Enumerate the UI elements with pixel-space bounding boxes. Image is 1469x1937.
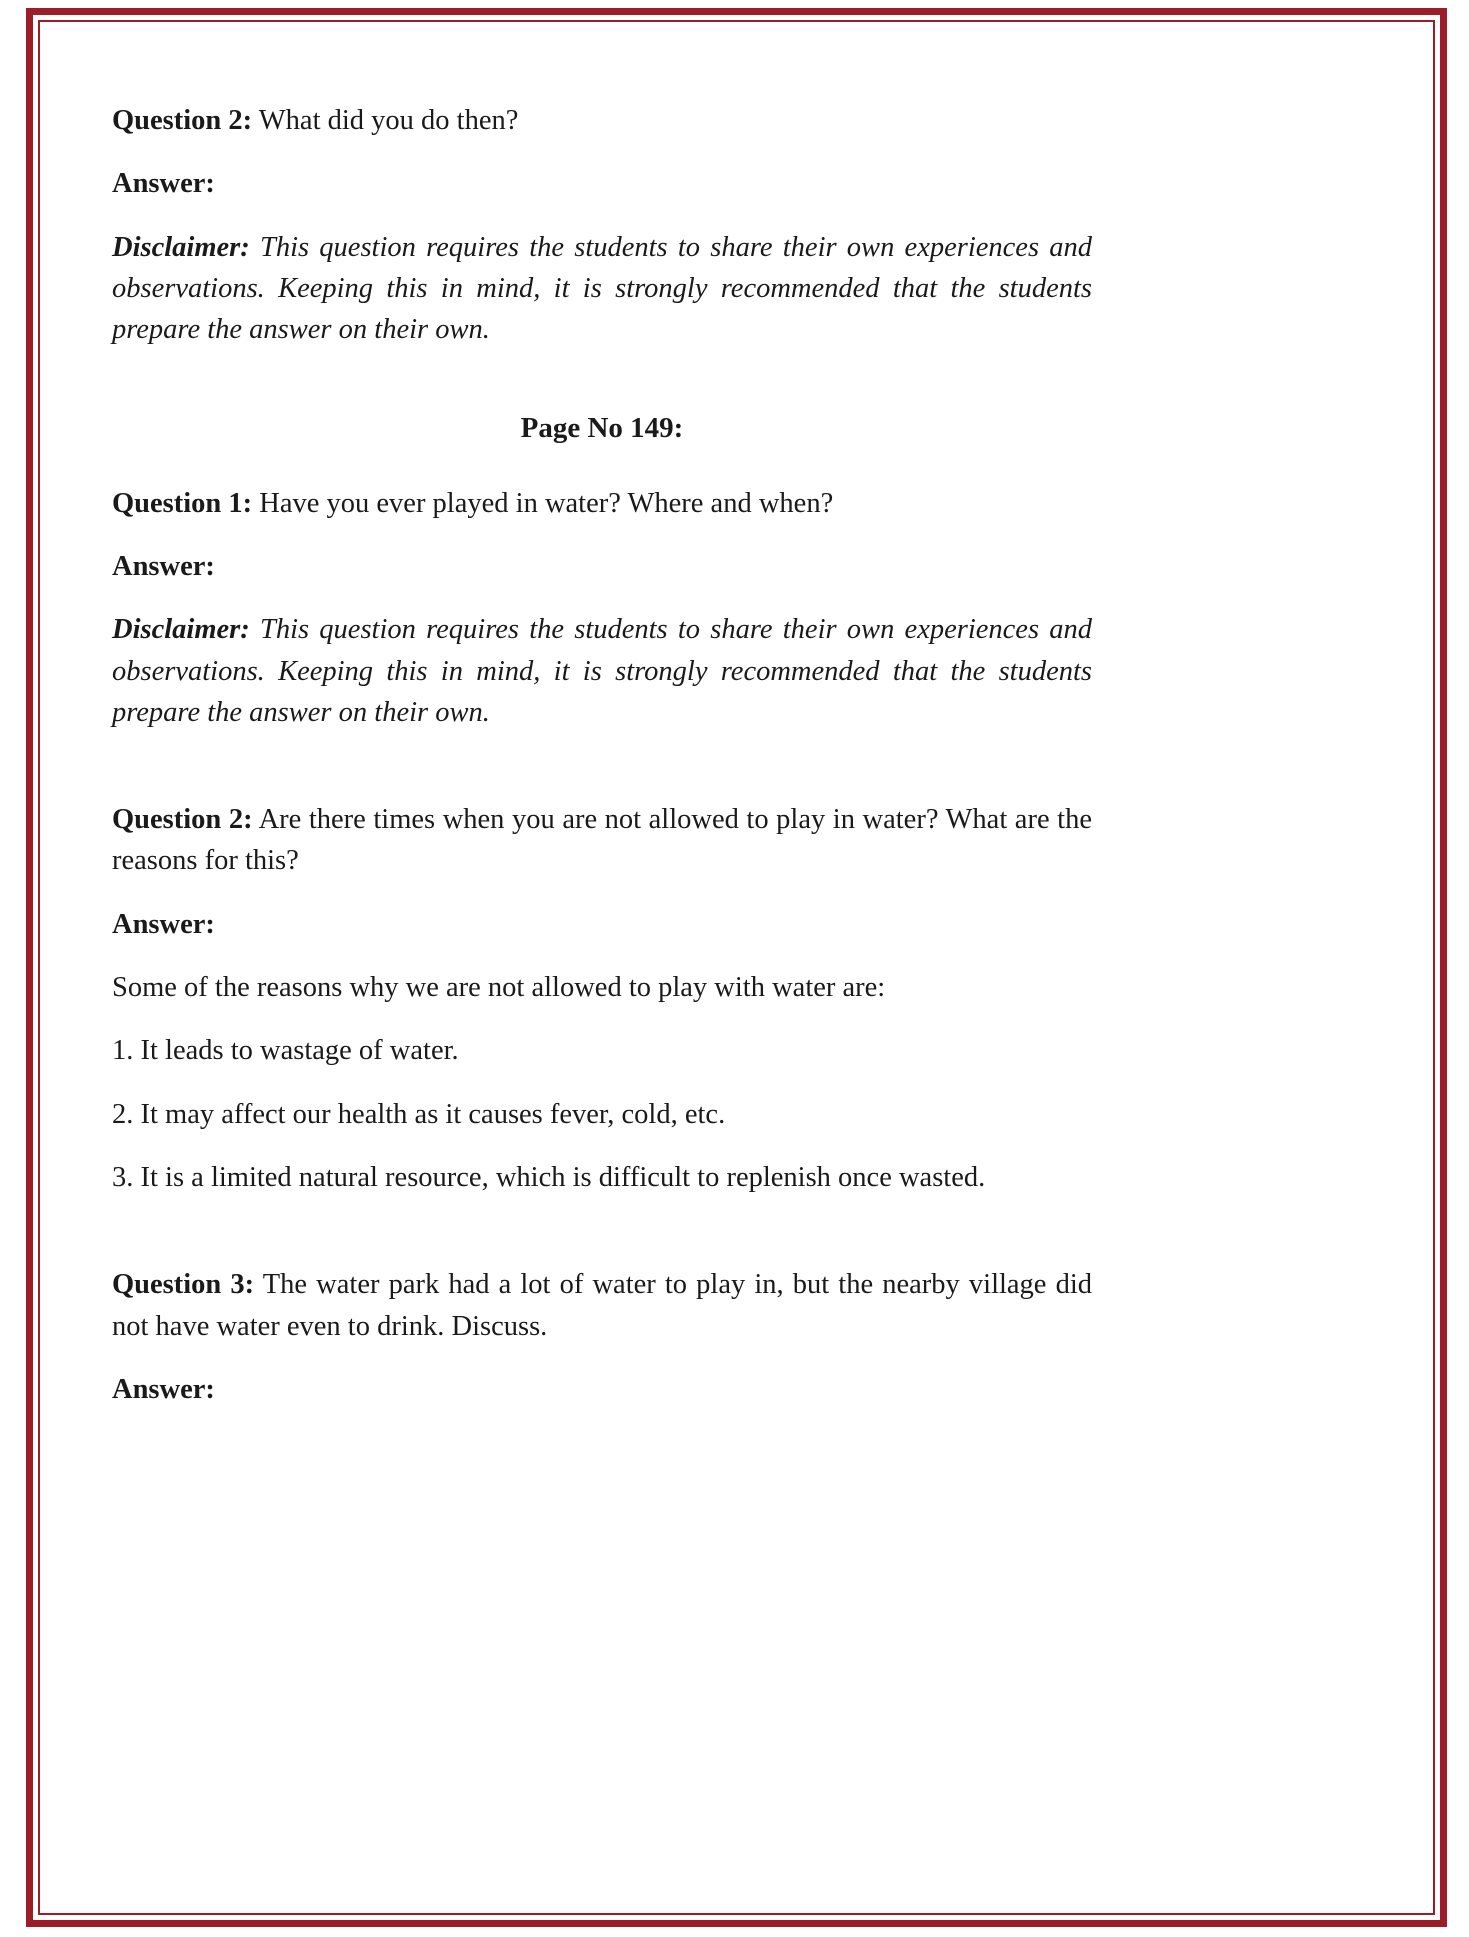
question-label: Question 1: xyxy=(112,487,253,519)
answer-point: 3. It is a limited natural resource, which is difficult to replenish once wasted. xyxy=(112,1162,986,1194)
answer-label: Answer: xyxy=(112,550,215,582)
answer-point: 2. It may affect our health as it causes fever, cold, etc. xyxy=(112,1098,726,1130)
answer-label: Answer: xyxy=(112,1373,215,1405)
disclaimer-text: This question requires the students to share their own experiences and observations. Keeping this in mind, it is strongly recommended that the students prepare the answer on their own. xyxy=(112,614,1093,728)
question-block xyxy=(112,799,1092,882)
disclaimer-block xyxy=(112,227,1092,351)
disclaimer-block xyxy=(112,609,1092,733)
answer-label: Answer: xyxy=(112,908,215,940)
answer-label: Answer: xyxy=(112,168,215,200)
spacer xyxy=(112,755,1092,799)
question-label: Question 3: xyxy=(112,1269,255,1301)
question-block xyxy=(112,483,1092,524)
disclaimer-label: Disclaimer: xyxy=(112,231,250,263)
question-label: Question 2: xyxy=(112,804,253,836)
spacer xyxy=(112,1220,1092,1264)
question-block xyxy=(112,1264,1092,1347)
page-content xyxy=(112,100,1092,1432)
question-text: The water park had a lot of water to play in, but the nearby village did not have water even to drink. Discuss. xyxy=(112,1269,1092,1342)
disclaimer-text: This question requires the students to share their own experiences and observations. Keeping this in mind, it is strongly recommended that the students prepare the answer on their own. xyxy=(112,231,1093,346)
disclaimer-label: Disclaimer: xyxy=(112,614,250,646)
question-text: What did you do then? xyxy=(258,105,519,136)
answer-intro: Some of the reasons why we are not allowed to play with water are: xyxy=(112,972,886,1004)
question-text: Are there times when you are not allowed to play in water? What are the reasons for this? xyxy=(112,804,1092,877)
question-label: Question 2: xyxy=(112,105,253,136)
question-block xyxy=(112,100,1092,141)
question-text: Have you ever played in water? Where and when? xyxy=(259,487,834,519)
page-number-heading: Page No 149: xyxy=(520,411,684,444)
answer-point: 1. It leads to wastage of water. xyxy=(112,1035,459,1067)
